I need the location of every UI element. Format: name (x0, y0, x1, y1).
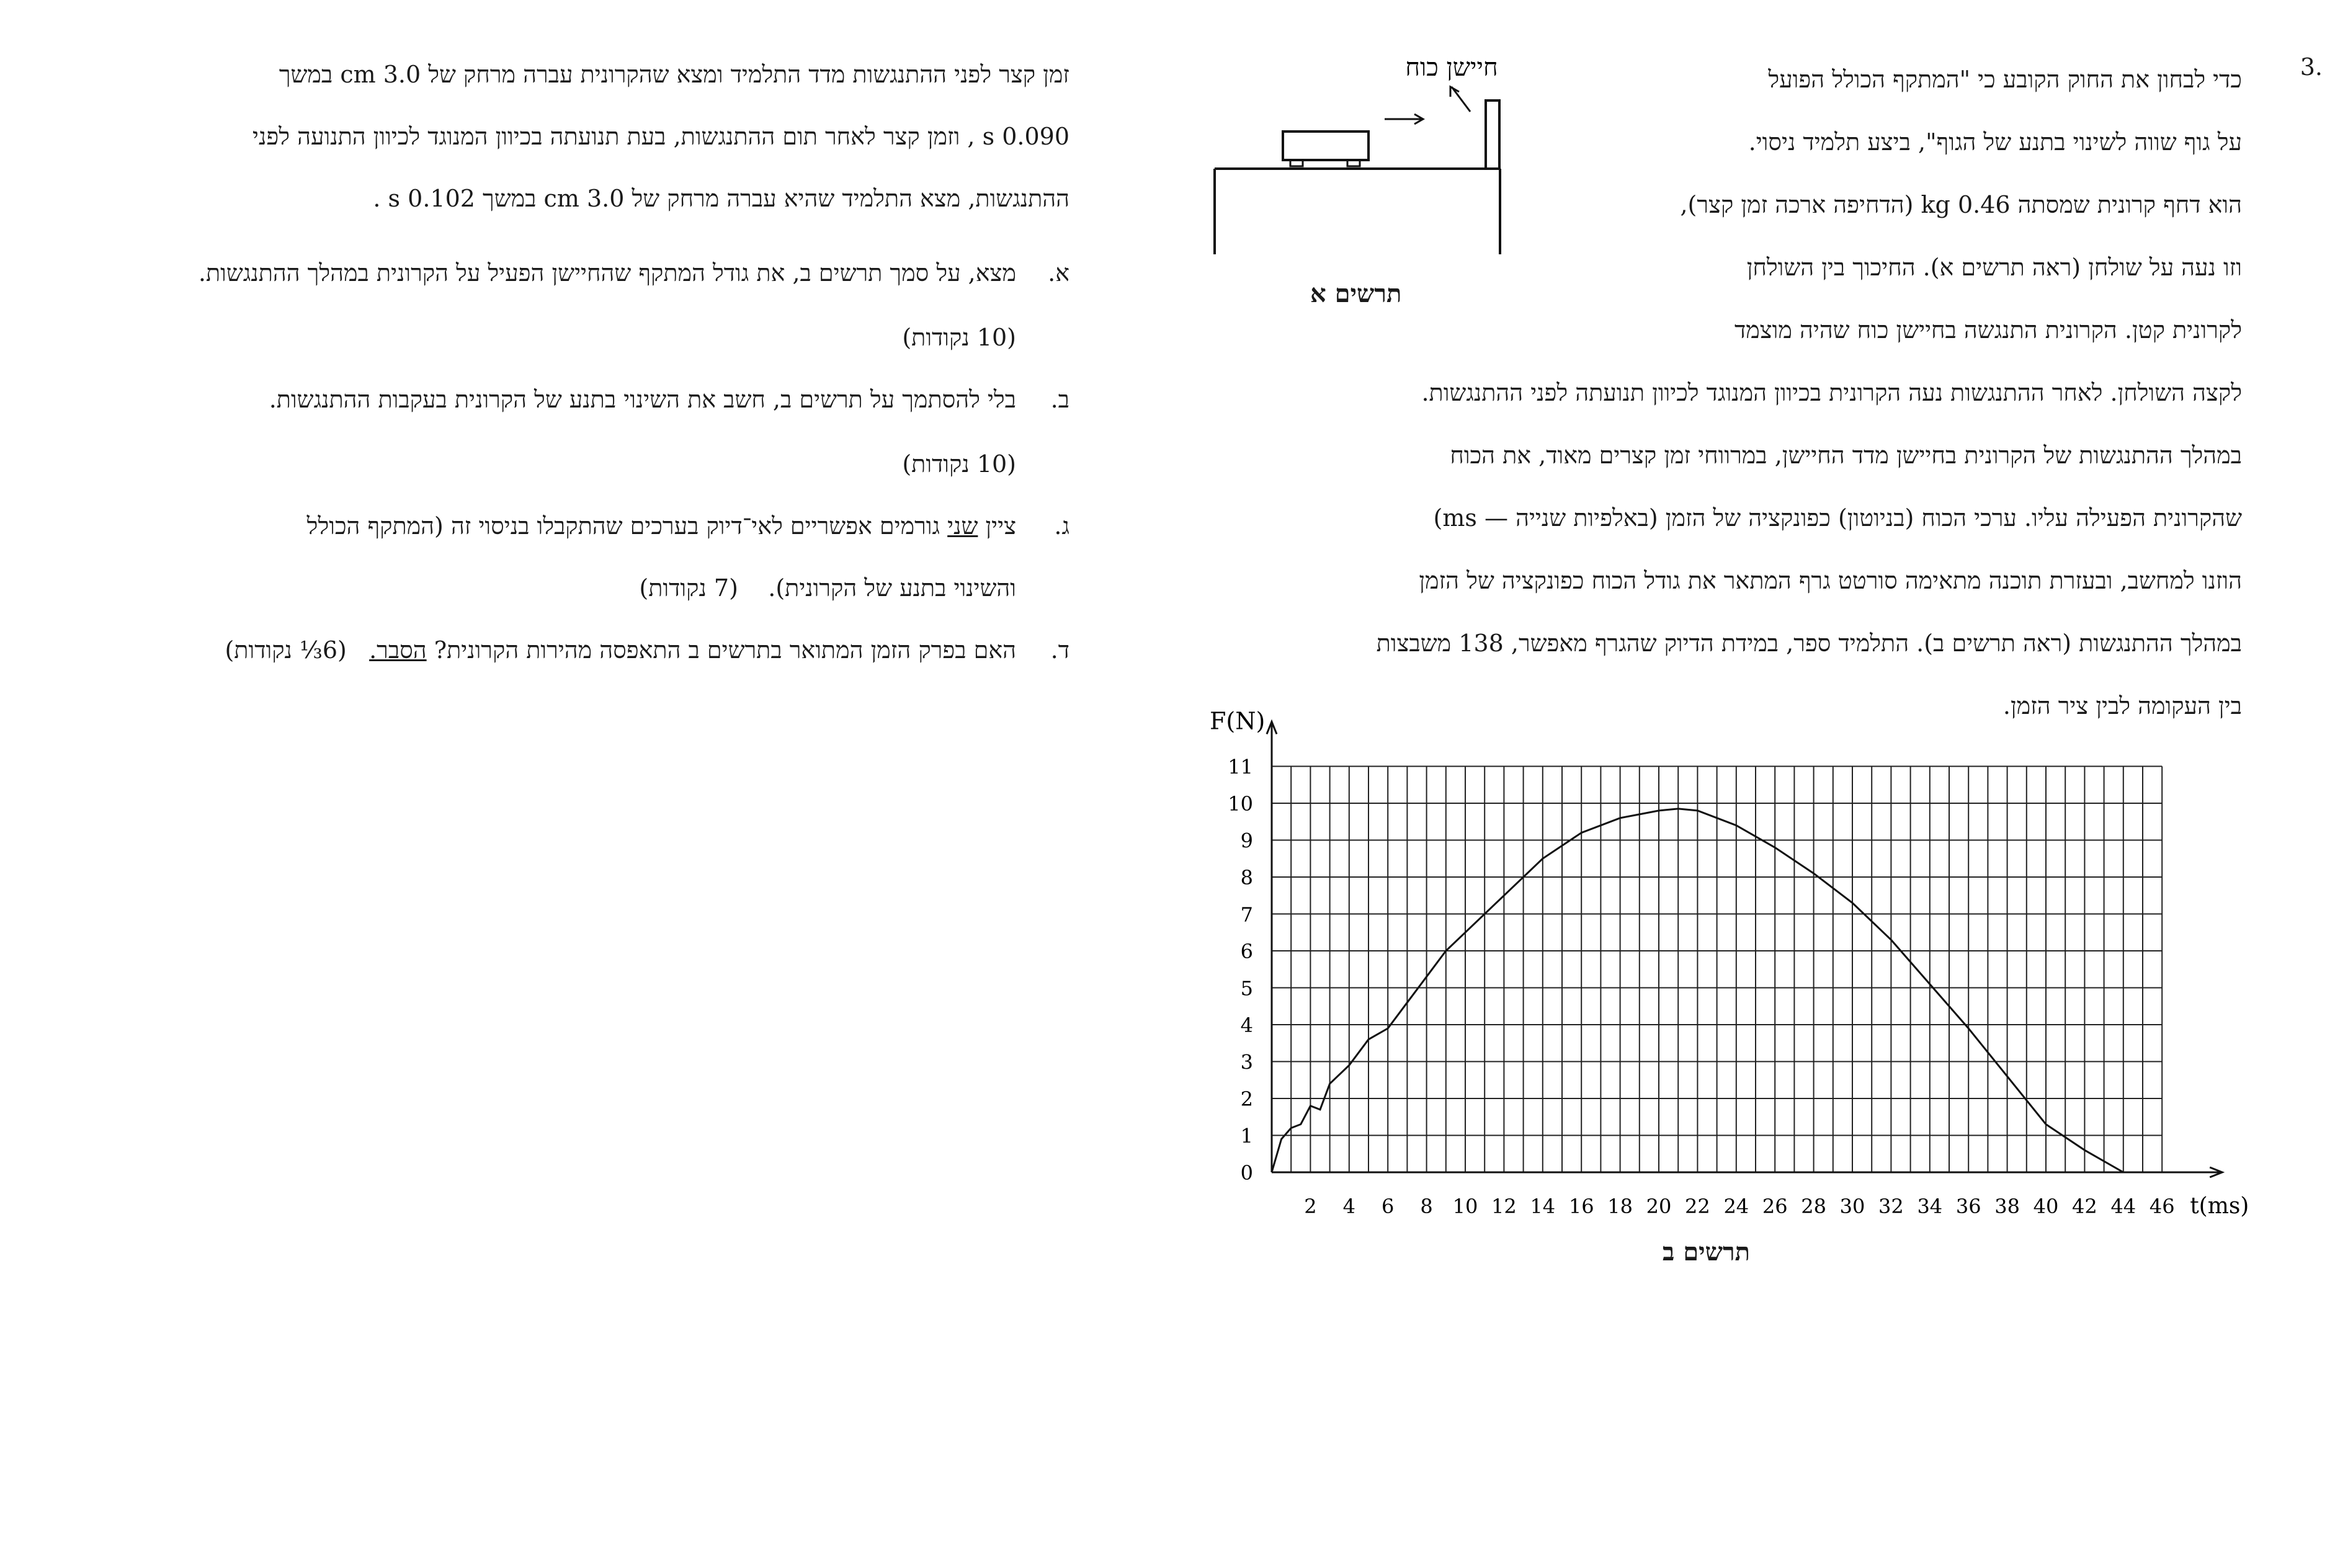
chart-axes (1267, 722, 2222, 1178)
x-tick-labels (1304, 1195, 2174, 1218)
x-axis-label: t(ms) (2190, 1193, 2249, 1219)
y-tick-label: 6 (1240, 940, 1253, 963)
cart-wheel (1347, 160, 1360, 166)
item-d (15, 636, 1069, 667)
item-text-underlined: שני (947, 512, 978, 540)
y-tick-label: 8 (1240, 866, 1253, 889)
y-tick-label: 2 (1240, 1087, 1253, 1111)
item-text-underlined: הסבר. (369, 636, 427, 664)
x-tick-label: 10 (1452, 1195, 1478, 1218)
item-a-points: (10 נקודות) (902, 324, 1016, 351)
x-tick-label: 6 (1382, 1195, 1395, 1218)
x-tick-label: 46 (2149, 1195, 2175, 1218)
x-tick-label: 18 (1607, 1195, 1633, 1218)
x-tick-label: 36 (1955, 1195, 1981, 1218)
intro-line: שהקרונית הפעילה עליו. ערכי הכוח (בניוטון) כפונקציה של הזמן (באלפיות שנייה — ms) (1433, 504, 2242, 532)
item-b (15, 386, 1069, 417)
points-value: 6⅓ (299, 636, 337, 664)
intro-line: לקרונית קטן. הקרונית התנגשה בחיישן כוח שהיה מוצמד (1734, 316, 2242, 344)
figure-a (1203, 43, 1526, 279)
intro-line: הוא דחף קרונית שמסתה 0.46 kg (הדחיפה ארכה זמן קצר), (1680, 191, 2242, 218)
item-text-part: ציין (978, 512, 1016, 540)
left-intro-line: ההתנגשות, מצא התלמיד שהיא עברה מרחק של 3.0 cm במשך 0.102 s . (373, 185, 1069, 212)
item-text-wrap (225, 636, 1016, 664)
intro-line: במהלך ההתנגשות (ראה תרשים ב). התלמיד ספר, במידת הדיוק שהגרף מאפשר, 138 משבצות (1376, 630, 2242, 657)
item-letter: ד. (1050, 636, 1069, 664)
item-text: מצא, על סמך תרשים ב, את גודל המתקף שהחיישן הפעיל על הקרונית במהלך ההתנגשות. (198, 259, 1016, 287)
intro-line: במהלך ההתנגשות של הקרונית בחיישן מדד החיישן, במרווחי זמן קצרים מאוד, את הכוח (1450, 442, 2242, 469)
y-tick-label: 4 (1240, 1013, 1253, 1037)
item-text: בלי להסתמך על תרשים ב, חשב את השינוי בתנע של הקרונית בעקבות ההתנגשות. (269, 386, 1016, 413)
chart-grid (1272, 767, 2162, 1173)
x-tick-label: 40 (2033, 1195, 2059, 1218)
x-tick-label: 16 (1568, 1195, 1594, 1218)
left-intro-text (15, 43, 1069, 229)
item-text-line2-wrap (639, 574, 1016, 602)
y-tick-label: 0 (1240, 1161, 1253, 1185)
x-tick-label: 26 (1762, 1195, 1788, 1218)
y-tick-label: 5 (1240, 976, 1253, 1000)
x-tick-label: 12 (1491, 1195, 1517, 1218)
y-tick-label: 1 (1240, 1124, 1253, 1148)
sensor-pointer-arrow (1452, 87, 1470, 112)
intro-line: לקצה השולחן. לאחר ההתנגשות נעה הקרונית בכיוון המנוגד לכיוון תנועתה לפני ההתנגשות. (1421, 379, 2242, 406)
question-number: 3. (2300, 53, 2323, 81)
x-tick-label: 2 (1304, 1195, 1317, 1218)
x-tick-label: 34 (1917, 1195, 1943, 1218)
y-tick-label: 7 (1240, 902, 1253, 927)
sensor-label: חיישן כוח (1405, 53, 1498, 82)
intro-line: הוזנו למחשב, ובעזרת תוכנה מתאימה סורטט גרף המתאר את גודל הכוח כפונקציה של הזמן (1419, 567, 2242, 594)
x-tick-label: 20 (1646, 1195, 1672, 1218)
left-intro-line: זמן קצר לפני ההתנגשות מדד התלמיד ומצא שהקרונית עברה מרחק של 3.0 cm במשך (279, 61, 1069, 88)
item-letter: ג. (1054, 512, 1069, 540)
item-c (15, 512, 1069, 543)
intro-line: כדי לבחון את החוק הקובע כי "המתקף הכולל הפועל (1768, 66, 2242, 93)
points-paren: ( (337, 636, 347, 664)
figure-a-caption: תרשים א (1310, 279, 1402, 308)
item-c-points: (7 נקודות) (639, 574, 738, 602)
x-tick-label: 24 (1723, 1195, 1749, 1218)
y-tick-label: 10 (1228, 792, 1253, 816)
x-tick-label: 30 (1839, 1195, 1865, 1218)
cart-body (1283, 131, 1368, 160)
cart-wheel (1290, 160, 1303, 166)
x-tick-label: 28 (1801, 1195, 1826, 1218)
x-tick-label: 44 (2110, 1195, 2136, 1218)
item-letter: ב. (1050, 386, 1069, 413)
item-text-line2: והשינוי בתנע של הקרונית). (768, 574, 1016, 602)
intro-line: על גוף שווה לשינוי בתנע של הגוף", ביצע תלמיד ניסוי. (1748, 128, 2242, 156)
y-tick-labels (1228, 755, 1253, 1185)
y-axis-label: F(N) (1210, 707, 1266, 735)
y-tick-label: 11 (1228, 755, 1253, 779)
intro-line: בין העקומה לבין ציר הזמן. (2002, 692, 2242, 719)
item-b-points: (10 נקודות) (902, 450, 1016, 478)
force-sensor (1486, 100, 1499, 169)
x-tick-label: 14 (1530, 1195, 1556, 1218)
item-d-points (225, 636, 346, 664)
item-letter: א. (1048, 259, 1069, 287)
item-text-part: גורמים אפשריים לאי־דיוק בערכים שהתקבלו בניסוי זה (המתקף הכולל (306, 512, 948, 540)
left-intro-line: 0.090 s , וזמן קצר לאחר תום ההתנגשות, בעת תנועתה בכיוון המנוגד לכיוון התנועה לפני (252, 123, 1069, 150)
item-c-line2 (15, 574, 1069, 605)
x-tick-label: 38 (1994, 1195, 2020, 1218)
x-tick-label: 4 (1342, 1195, 1355, 1218)
points-suffix: נקודות) (225, 636, 300, 664)
figure-b-chart (1179, 676, 2270, 1222)
x-tick-label: 42 (2072, 1195, 2097, 1218)
y-tick-label: 3 (1240, 1050, 1253, 1074)
intro-line: וזו נעה על שולחן (ראה תרשים א). החיכוך בין השולחן (1746, 254, 2242, 281)
item-text: האם בפרק הזמן המתואר בתרשים ב התאפסה מהירות הקרונית? (434, 636, 1016, 664)
y-tick-label: 9 (1240, 829, 1253, 853)
x-tick-label: 32 (1878, 1195, 1904, 1218)
figure-b-caption: תרשים ב (1663, 1237, 1751, 1267)
x-tick-label: 8 (1420, 1195, 1433, 1218)
item-text (307, 512, 1016, 540)
intro-text-narrow (1510, 48, 2242, 362)
x-tick-label: 22 (1685, 1195, 1710, 1218)
item-a (15, 259, 1069, 290)
